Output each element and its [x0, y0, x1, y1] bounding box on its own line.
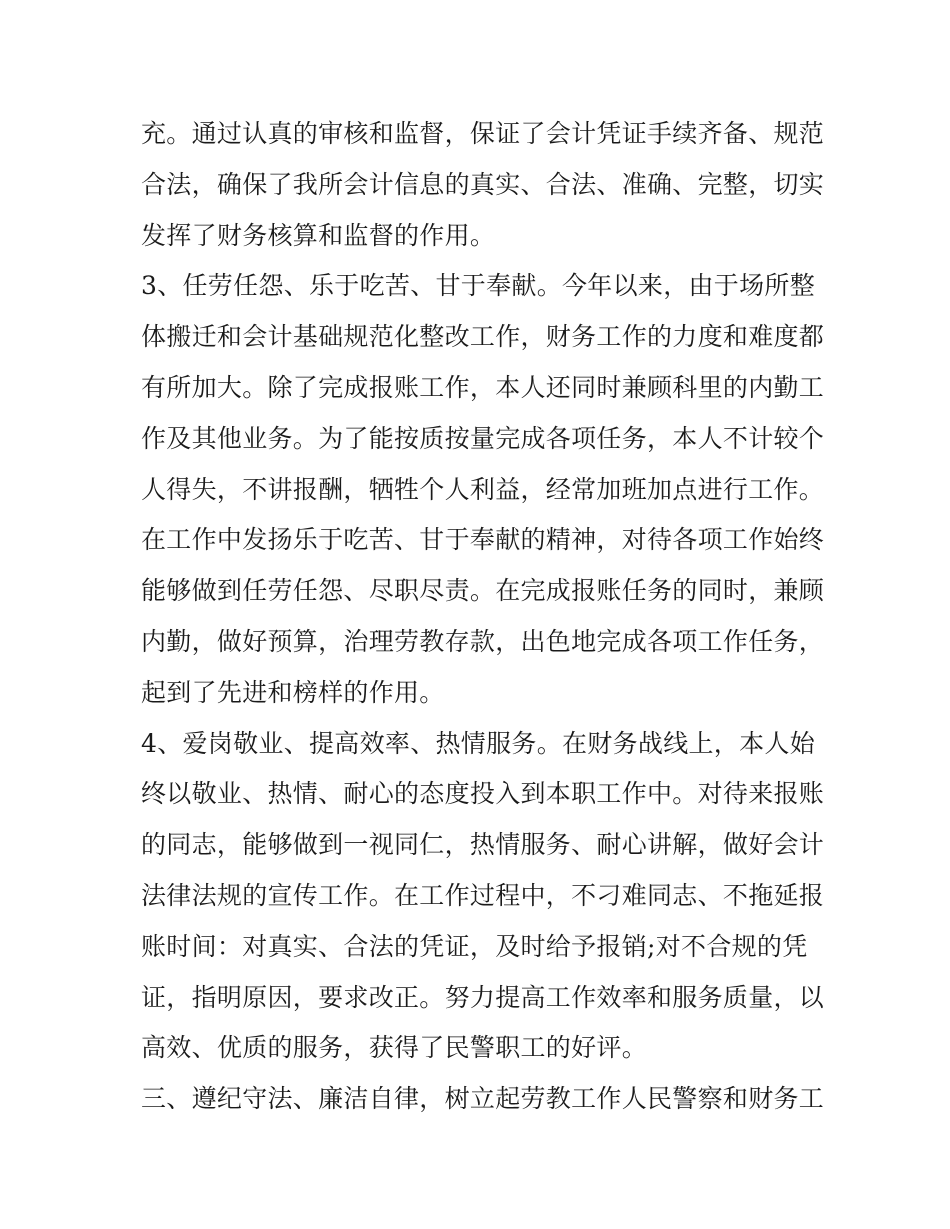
text-line: 内勤，做好预算，治理劳教存款，出色地完成各项工作任务，: [141, 626, 825, 656]
text-line: 起到了先进和榜样的作用。: [141, 677, 445, 707]
text-line: 3、任劳任怨、乐于吃苦、甘于奉献。今年以来，由于场所整: [141, 271, 816, 301]
text-line: 作及其他业务。为了能按质按量完成各项任务，本人不计较个: [141, 423, 825, 453]
text-line: 有所加大。除了完成报账工作，本人还同时兼顾科里的内勤工: [141, 372, 825, 402]
text-line: 三、遵纪守法、廉洁自律，树立起劳教工作人民警察和财务工: [141, 1084, 825, 1114]
text-line: 终以敬业、热情、耐心的态度投入到本职工作中。对待来报账: [141, 779, 825, 809]
text-line: 证，指明原因，要求改正。努力提高工作效率和服务质量，以: [141, 982, 825, 1012]
text-line: 充。通过认真的审核和监督，保证了会计凭证手续齐备、规范: [141, 119, 825, 148]
text-line: 发挥了财务核算和监督的作用。: [141, 220, 496, 250]
text-line: 法律法规的宣传工作。在工作过程中，不刁难同志、不拖延报: [141, 880, 825, 910]
text-line: 人得失，不讲报酬，牺牲个人利益，经常加班加点进行工作。: [141, 474, 825, 504]
text-line: 4、爱岗敬业、提高效率、热情服务。在财务战线上，本人始: [141, 728, 816, 758]
text-line: 体搬迁和会计基础规范化整改工作，财务工作的力度和难度都: [141, 322, 825, 352]
text-line: 能够做到任劳任怨、尽职尽责。在完成报账任务的同时，兼顾: [141, 576, 825, 606]
text-line: 在工作中发扬乐于吃苦、甘于奉献的精神，对待各项工作始终: [141, 525, 825, 555]
text-line: 高效、优质的服务，获得了民警职工的好评。: [141, 1033, 648, 1063]
document-body: [141, 109, 825, 1125]
text-line: 的同志，能够做到一视同仁，热情服务、耐心讲解，做好会计: [141, 830, 825, 860]
text-line: 账时间：对真实、合法的凭证，及时给予报销;对不合规的凭: [141, 931, 808, 961]
text-line: 合法，确保了我所会计信息的真实、合法、准确、完整，切实: [141, 169, 825, 199]
